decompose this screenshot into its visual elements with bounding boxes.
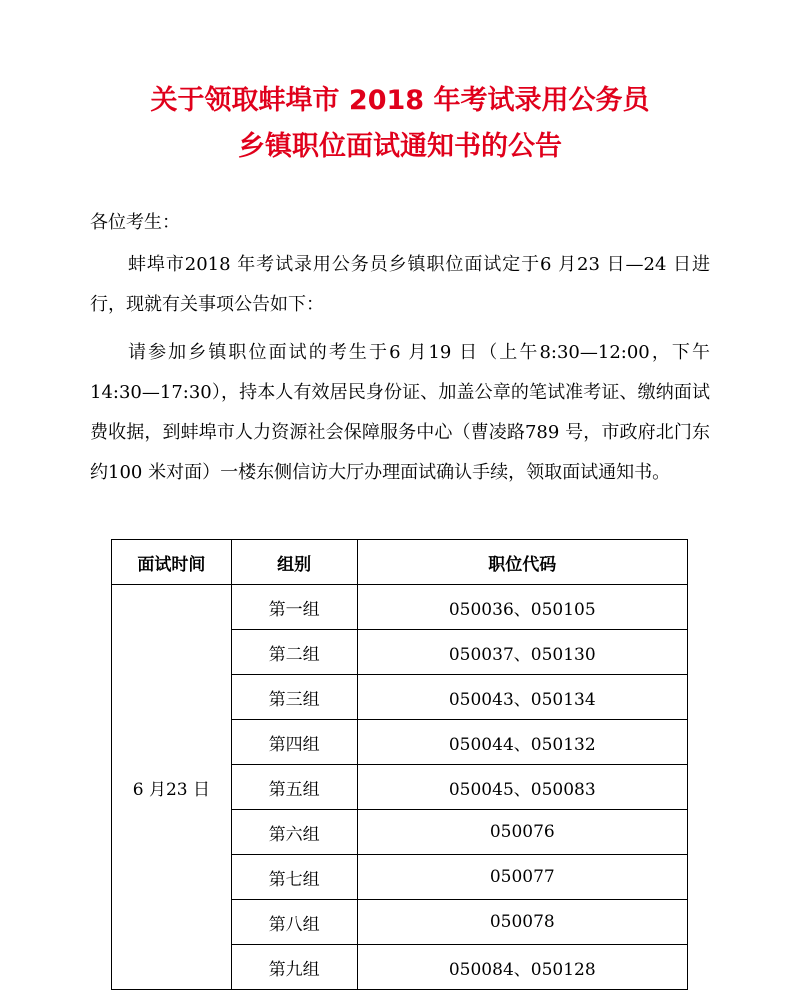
group-cell: 第八组 [231,900,357,945]
codes-cell: 050077 [357,855,687,900]
codes-cell: 050036、050105 [357,585,687,630]
group-cell: 第三组 [231,675,357,720]
salutation: 各位考生： [90,212,180,233]
group-cell: 第五组 [231,765,357,810]
codes-cell: 050084、050128 [357,945,687,990]
codes-cell: 050037、050130 [357,630,687,675]
codes-cell: 050076 [357,810,687,855]
codes-cell: 050045、050083 [357,765,687,810]
group-cell: 第二组 [231,630,357,675]
table-header-row [112,540,688,585]
codes-cell: 050044、050132 [357,720,687,765]
group-cell: 第一组 [231,585,357,630]
group-cell: 第六组 [231,810,357,855]
group-cell: 第四组 [231,720,357,765]
header-position-code: 职位代码 [357,540,687,585]
group-cell: 第七组 [231,855,357,900]
notice-title-line1: 关于领取蚌埠市 2018 年考试录用公务员 [150,85,650,116]
paragraph-intro: 蚌埠市2018 年考试录用公务员乡镇职位面试定于6 月23 日—24 日进行，现就有关事项公告如下： [90,254,710,315]
header-group: 组别 [231,540,357,585]
paragraph-instructions: 请参加乡镇职位面试的考生于6 月19 日（上午8:30—12:00，下午14:30—17:30），持本人有效居民身份证、加盖公章的笔试准考证、缴纳面试费收据，到蚌埠市人力资源社会保障服务中心（曹凌路789 号，市政府北门东约100 米对面）一楼东侧信访大厅办理面试确认手续，领取面试通知书。 [90,342,710,483]
codes-cell: 050078 [357,900,687,945]
interview-schedule-table [111,539,688,990]
table-row [112,585,688,630]
interview-date-cell: 6 月23 日 [112,585,232,990]
group-cell: 第九组 [231,945,357,990]
notice-title-line2: 乡镇职位面试通知书的公告 [238,131,562,162]
header-interview-time: 面试时间 [112,540,232,585]
codes-cell: 050043、050134 [357,675,687,720]
